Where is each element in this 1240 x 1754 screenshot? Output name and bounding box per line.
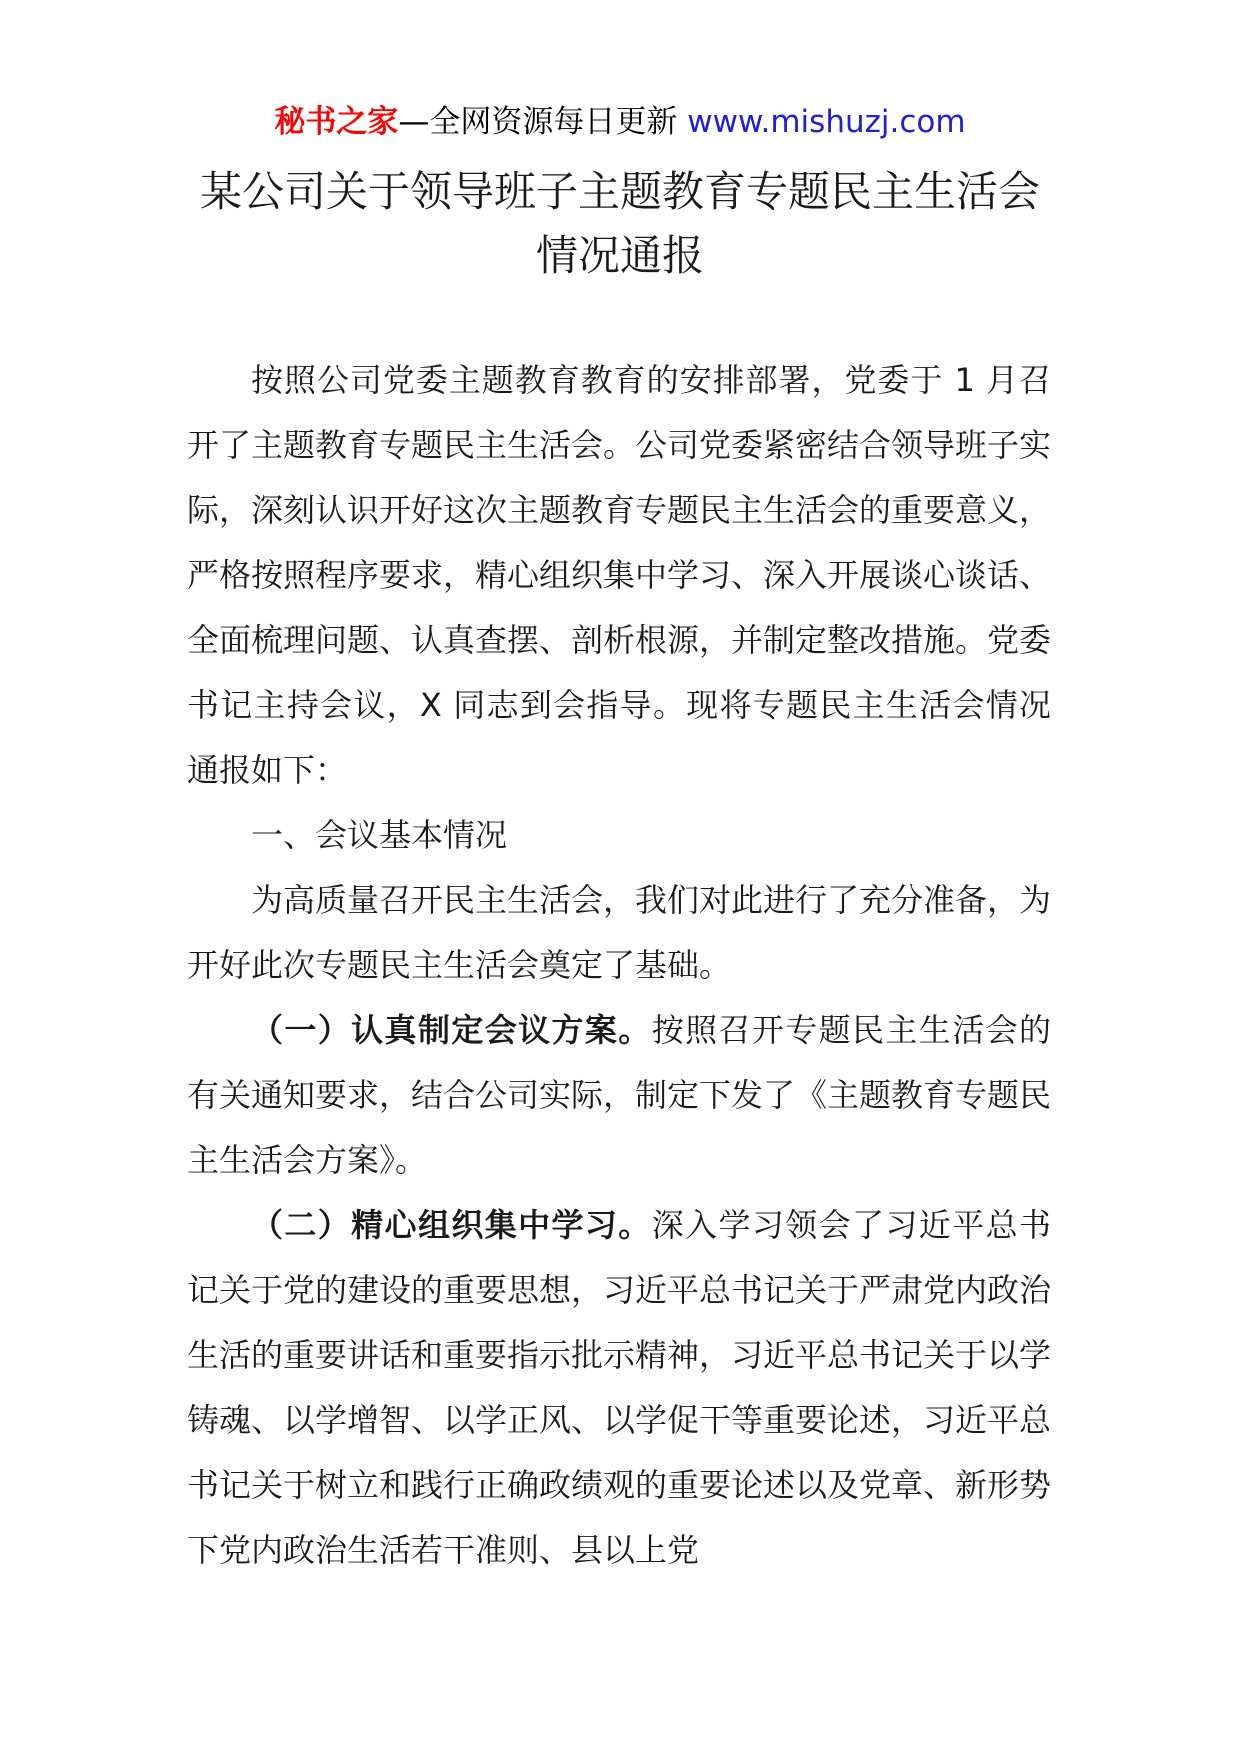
title-line-1: 某公司关于领导班子主题教育专题民主生活会 [199,167,1040,216]
item-1-heading: （一）认真制定会议方案。 [251,1011,652,1049]
section-heading-1: 一、会议基本情况 [251,816,508,854]
banner-slogan: —全网资源每日更新 [398,104,678,140]
item-1-body: 按照召开专题民主生活会的有关通知要求，结合公司实际，制定下发了《主题教育专题民主生活会方案》。 [187,1011,1052,1179]
item-2-body: 深入学习领会了习近平总书记关于党的建设的重要思想，习近平总书记关于严肃党内政治生活的重要讲话和重要指示批示精神，习近平总书记关于以学铸魂、以学增智、以学正风、以学促干等重要论述，习近平总书记关于树立和践行正确政绩观的重要论述以及党章、新形势下党内政治生活若干准则、县以上党 [187,1206,1052,1569]
item-1-paragraph [187,998,1051,1193]
banner-url-link[interactable]: www.mishuzj.com [687,104,966,140]
document-title [0,160,1240,288]
item-2-heading: （二）精心组织集中学习。 [251,1206,652,1244]
section1-paragraph: 为高质量召开民主生活会，我们对此进行了充分准备，为开好此次专题民主生活会奠定了基础。 [187,881,1052,984]
title-line-2: 情况通报 [535,231,704,280]
item-2-paragraph [187,1193,1051,1583]
banner-brand: 秘书之家 [274,104,399,140]
intro-paragraph: 按照公司党委主题教育教育的安排部署，党委于 1 月召开了主题教育专题民主生活会。公司党委紧密结合领导班子实际，深刻认识开好这次主题教育专题民主生活会的重要意义，严格按照程序要求，精心组织集中学习、深入开展谈心谈话、全面梳理问题、认真查摆、剖析根源，并制定整改措施。党委书记主持会议，X 同志到会指导。现将专题民主生活会情况通报如下： [187,361,1052,789]
site-banner [0,100,1240,144]
document-body [187,348,1051,1583]
